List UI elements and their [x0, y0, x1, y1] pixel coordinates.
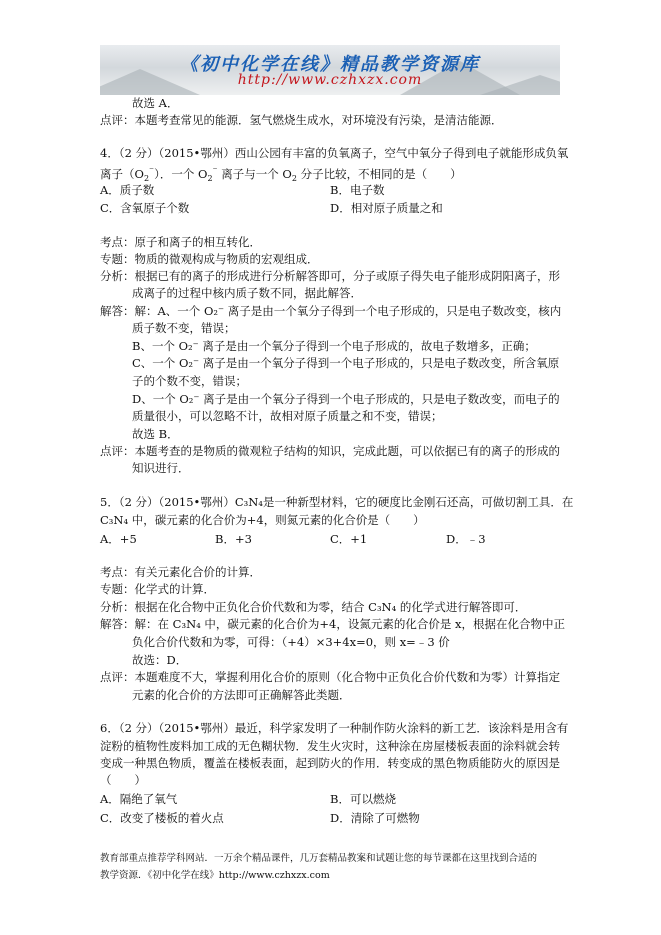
q4-jieda-line3: B、一个 O₂⁻ 离子是由一个氧分子得到一个电子形成的，故电子数增多，正确； [132, 339, 536, 353]
q4-jieda-line4: C、一个 O₂⁻ 离子是由一个氧分子得到一个电子形成的，只是电子数改变，所含氧原 [132, 356, 560, 370]
q4-fenxi-line1: 分析：根据已有的离子的形成进行分析解答即可，分子或原子得失电子能形成阴阳离子，形 [100, 269, 560, 283]
q6-option-a: A．隔绝了氧气 [100, 792, 178, 806]
q6-option-d: D．清除了可燃物 [330, 811, 420, 825]
q6-stem-line1: 6．（2 分）（2015•鄂州）最近，科学家发明了一种制作防火涂料的新工艺．该涂料是用含有 [100, 721, 569, 735]
q4-stem-line2: 离子$(O_2^{^-})$．一个 $O_2^{^-}$ 离子与一个 $O_2$ 分子比较，不相同的是（ ） [100, 165, 462, 184]
q5-stem-line2: C₃N₄ 中，碳元素的化合价为+4，则氮元素的化合价是（ ） [100, 513, 425, 527]
q6-option-b: B．可以燃烧 [330, 792, 396, 806]
q5-kaodian: 考点：有关元素化合价的计算． [100, 565, 261, 579]
footer-line2: 教学资源．《初中化学在线》http://www.czhxzx.com [100, 870, 330, 881]
q4-kaodian: 考点：原子和离子的相互转化． [100, 235, 261, 249]
q5-answer: 故选：D． [132, 653, 188, 667]
q4-stem-line1: 4．（2 分）（2015•鄂州）西山公园有丰富的负氧离子，空气中氧分子得到电子就能形成负氧 [100, 146, 569, 160]
q4-option-c: C．含氧原子个数 [100, 201, 190, 215]
q4-dianping-line2: 知识进行． [132, 461, 190, 475]
q4-option-b: B．电子数 [330, 183, 385, 197]
header-banner [100, 45, 560, 95]
q6-option-c: C．改变了楼板的着火点 [100, 811, 224, 825]
q4-jieda-line1: 解答：解：A、一个 O₂⁻ 离子是由一个氧分子得到一个电子形成的，只是电子数改变，核内 [100, 304, 562, 318]
q5-stem-line1: 5．（2 分）（2015•鄂州）C₃N₄是一种新型材料，它的硬度比金刚石还高，可做切割工具．在 [100, 495, 574, 509]
q5-option-d: D．﹣3 [446, 532, 486, 546]
footer-line1: 教育部重点推荐学科网站．一万余个精品课件，几万套精品教案和试题让您的每节课都在这里找到合适的 [100, 853, 538, 864]
q4-jieda-line2: 质子数不变，错误； [132, 321, 236, 335]
q5-zhuanti: 专题：化学式的计算． [100, 582, 215, 596]
q5-option-a: A．+5 [100, 532, 137, 546]
q4-answer: 故选 B． [132, 427, 179, 441]
prev-answer: 故选 A． [132, 96, 179, 110]
q5-option-b: B．+3 [215, 532, 252, 546]
q4-jieda-line5: 子的个数不变，错误； [132, 374, 247, 388]
banner-url[interactable]: http://www.czhxzx.com [237, 72, 423, 88]
q4-fenxi-line2: 成离子的过程中核内质子数不同，据此解答． [132, 286, 362, 300]
q4-option-d: D．相对原子质量之和 [330, 201, 443, 215]
q4-jieda-line6: D、一个 O₂⁻ 离子是由一个氧分子得到一个电子形成的，只是电子数改变，而电子的 [132, 392, 560, 406]
prev-comment: 点评：本题考查常见的能源．氢气燃烧生成水，对环境没有污染，是清洁能源． [100, 113, 503, 127]
q6-stem-line3: 变成一种黑色物质，覆盖在楼板表面，起到防火的作用．转变成的黑色物质能防火的原因是 [100, 756, 560, 770]
q5-dianping-line1: 点评：本题难度不大，掌握利用化合价的原则（化合物中正负化合价代数和为零）计算指定 [100, 670, 560, 684]
q5-fenxi: 分析：根据在化合物中正负化合价代数和为零，结合 C₃N₄ 的化学式进行解答即可． [100, 600, 527, 614]
q4-jieda-line7: 质量很小，可以忽略不计，故相对原子质量之和不变，错误； [132, 409, 443, 423]
q5-dianping-line2: 元素的化合价的方法即可正确解答此类题． [132, 688, 351, 702]
q6-stem-line2: 淀粉的植物性废料加工成的无色糊状物．发生火灾时，这种涂在房屋楼板表面的涂料就会转 [100, 739, 560, 753]
q5-jieda-line1: 解答：解：在 C₃N₄ 中，碳元素的化合价为+4，设氮元素的化合价是 x，根据在化合物中正 [100, 617, 565, 631]
q6-stem-line4: （ ） [100, 773, 146, 787]
banner-title: 《初中化学在线》精品教学资源库 [180, 54, 480, 75]
q5-option-c: C．+1 [330, 532, 368, 546]
q4-zhuanti: 专题：物质的微观构成与物质的宏观组成． [100, 252, 319, 266]
q5-jieda-line2: 负化合价代数和为零，可得：（+4）×3+4x=0，则 x=﹣3 价 [132, 635, 450, 649]
q4-dianping-line1: 点评：本题考查的是物质的微观粒子结构的知识，完成此题，可以依据已有的离子的形成的 [100, 444, 560, 458]
q4-option-a: A．质子数 [100, 183, 155, 197]
